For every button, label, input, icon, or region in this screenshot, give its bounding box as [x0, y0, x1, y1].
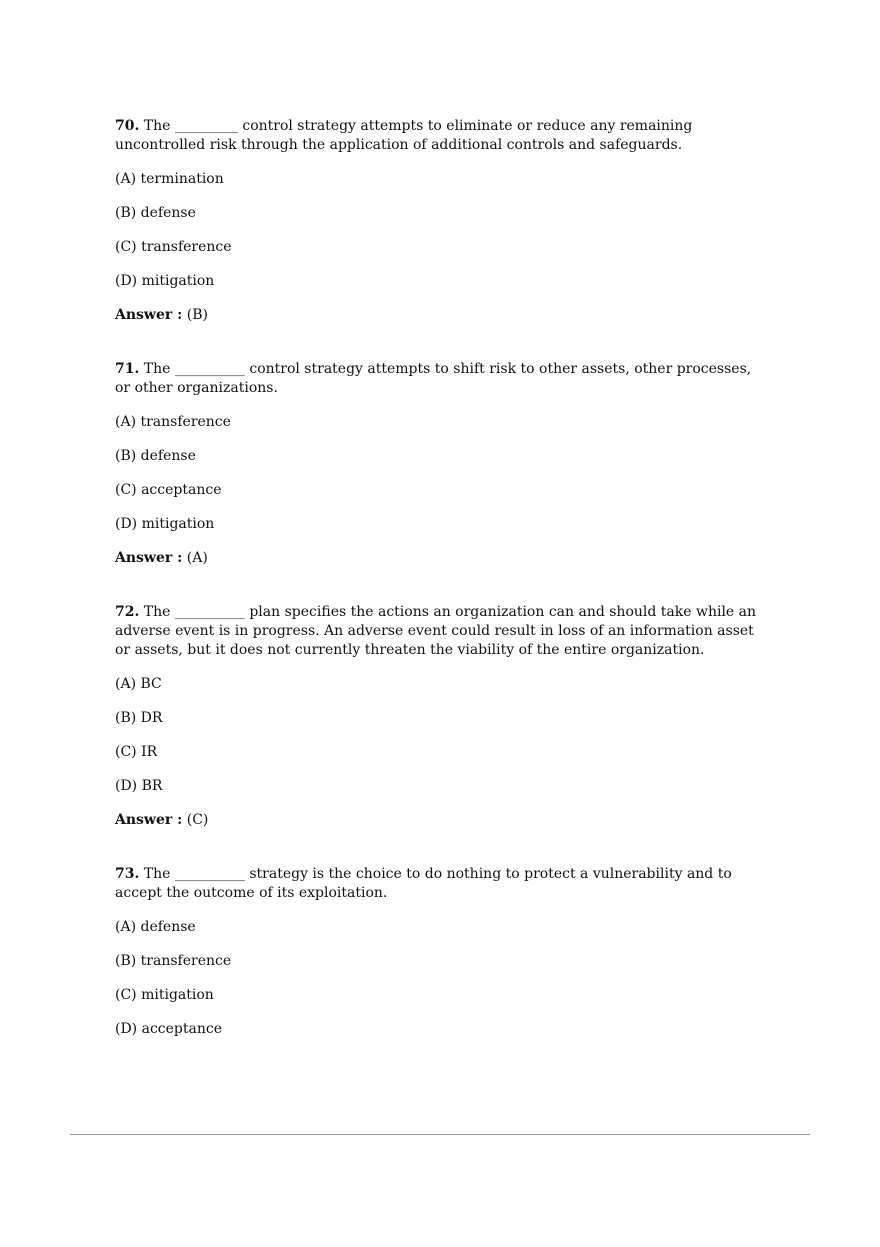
option-b: (B) DR — [115, 710, 163, 726]
question-list — [115, 117, 765, 1039]
answer-value: (C) — [182, 812, 209, 828]
answer-label: Answer : — [115, 550, 183, 566]
answer-value: (B) — [182, 307, 208, 323]
question-text-70 — [115, 117, 765, 155]
option-a: (A) transference — [115, 414, 231, 430]
answer-label: Answer : — [115, 307, 183, 323]
option-c: (C) IR — [115, 744, 158, 760]
option-b: (B) defense — [115, 205, 196, 221]
question-body: The __________ plan specifies the actions an organization can and should take while an adverse event is in progress. An adverse event could result in loss of an information asset or assets, but it does not currently threaten the viability of the entire organization. — [115, 604, 757, 658]
question-block-73 — [115, 865, 765, 1039]
option-d: (D) mitigation — [115, 516, 215, 532]
option-a: (A) termination — [115, 171, 224, 187]
option-b: (B) defense — [115, 448, 196, 464]
question-block-71 — [115, 360, 765, 568]
question-body: The _________ control strategy attempts to eliminate or reduce any remaining uncontrolled risk through the application of additional controls and safeguards. — [115, 118, 693, 153]
answer-line — [115, 549, 765, 568]
question-block-70 — [115, 117, 765, 325]
question-number: 73. — [115, 866, 140, 882]
answer-line — [115, 811, 765, 830]
question-number: 71. — [115, 361, 140, 377]
footer-divider — [70, 1134, 810, 1135]
option-a: (A) defense — [115, 919, 196, 935]
question-block-72 — [115, 603, 765, 830]
option-c: (C) acceptance — [115, 482, 222, 498]
option-d: (D) mitigation — [115, 273, 215, 289]
question-text-71 — [115, 360, 765, 398]
option-c: (C) mitigation — [115, 987, 214, 1003]
answer-label: Answer : — [115, 812, 183, 828]
option-b: (B) transference — [115, 953, 232, 969]
option-c: (C) transference — [115, 239, 232, 255]
option-a: (A) BC — [115, 676, 162, 692]
option-d: (D) BR — [115, 778, 163, 794]
question-text-73 — [115, 865, 765, 903]
question-number: 72. — [115, 604, 140, 620]
question-number: 70. — [115, 118, 140, 134]
answer-line — [115, 306, 765, 325]
question-body: The __________ strategy is the choice to do nothing to protect a vulnerability and to accept the outcome of its exploitation. — [115, 866, 732, 901]
answer-value: (A) — [182, 550, 208, 566]
question-text-72 — [115, 603, 765, 660]
option-d: (D) acceptance — [115, 1021, 222, 1037]
question-body: The __________ control strategy attempts to shift risk to other assets, other processes, or other organizations. — [115, 361, 752, 396]
